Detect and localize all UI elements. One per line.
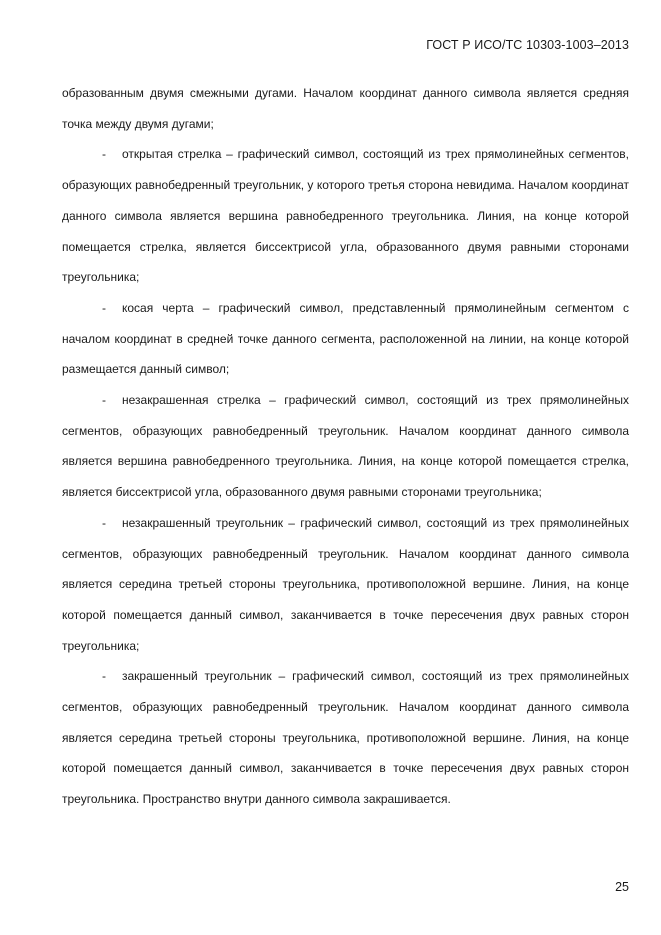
list-bullet: -	[102, 669, 106, 684]
list-item-text: открытая стрелка – графический символ, состоящий из трех прямолинейных сегментов, образующих равнобедренный треугольник, у которого третья сторона невидима. Началом координат данного символа является вершина равнобедренного треугольника. Линия, на конце которой помещается стрелка, является биссектрисой угла, образованного двумя равными сторонами треугольника;	[62, 147, 629, 285]
list-bullet: -	[102, 300, 106, 315]
list-item-unfilled-triangle	[62, 508, 629, 662]
list-bullet: -	[102, 393, 106, 408]
list-item-unfilled-arrow	[62, 385, 629, 508]
list-bullet: -	[102, 147, 106, 162]
document-body	[62, 78, 629, 815]
list-item-text: незакрашенный треугольник – графический символ, состоящий из трех прямолинейных сегментов, образующих равнобедренный треугольник. Началом координат данного символа является середина третьей стороны треугольника, противоположной вершине. Линия, на конце которой помещается данный символ, заканчивается в точке пересечения двух равных сторон треугольника;	[62, 515, 629, 653]
list-item-open-arrow	[62, 139, 629, 293]
list-bullet: -	[102, 515, 106, 530]
list-item-text: незакрашенная стрелка – графический символ, состоящий из трех прямолинейных сегментов, образующих равнобедренный треугольник. Началом координат данного символа является вершина равнобедренного треугольника. Линия, на конце которой помещается стрелка, является биссектрисой угла, образованного двумя равными сторонами треугольника;	[62, 393, 629, 500]
paragraph-continuation: образованным двумя смежными дугами. Началом координат данного символа является средняя точка между двумя дугами;	[62, 86, 629, 131]
page-number: 25	[615, 880, 629, 894]
list-item-slash	[62, 293, 629, 385]
document-header: ГОСТ Р ИСО/ТС 10303-1003–2013	[426, 38, 629, 52]
list-item-filled-triangle	[62, 661, 629, 815]
list-item-text: косая черта – графический символ, представленный прямолинейным сегментом с началом координат в средней точке данного сегмента, расположенной на линии, на конце которой размещается данный символ;	[62, 300, 629, 377]
list-item-text: закрашенный треугольник – графический символ, состоящий из трех прямолинейных сегментов, образующих равнобедренный треугольник. Началом координат данного символа является середина третьей стороны треугольника, противоположной вершине. Линия, на конце которой помещается данный символ, заканчивается в точке пересечения двух равных сторон треугольника. Пространство внутри данного символа закрашивается.	[62, 669, 629, 807]
